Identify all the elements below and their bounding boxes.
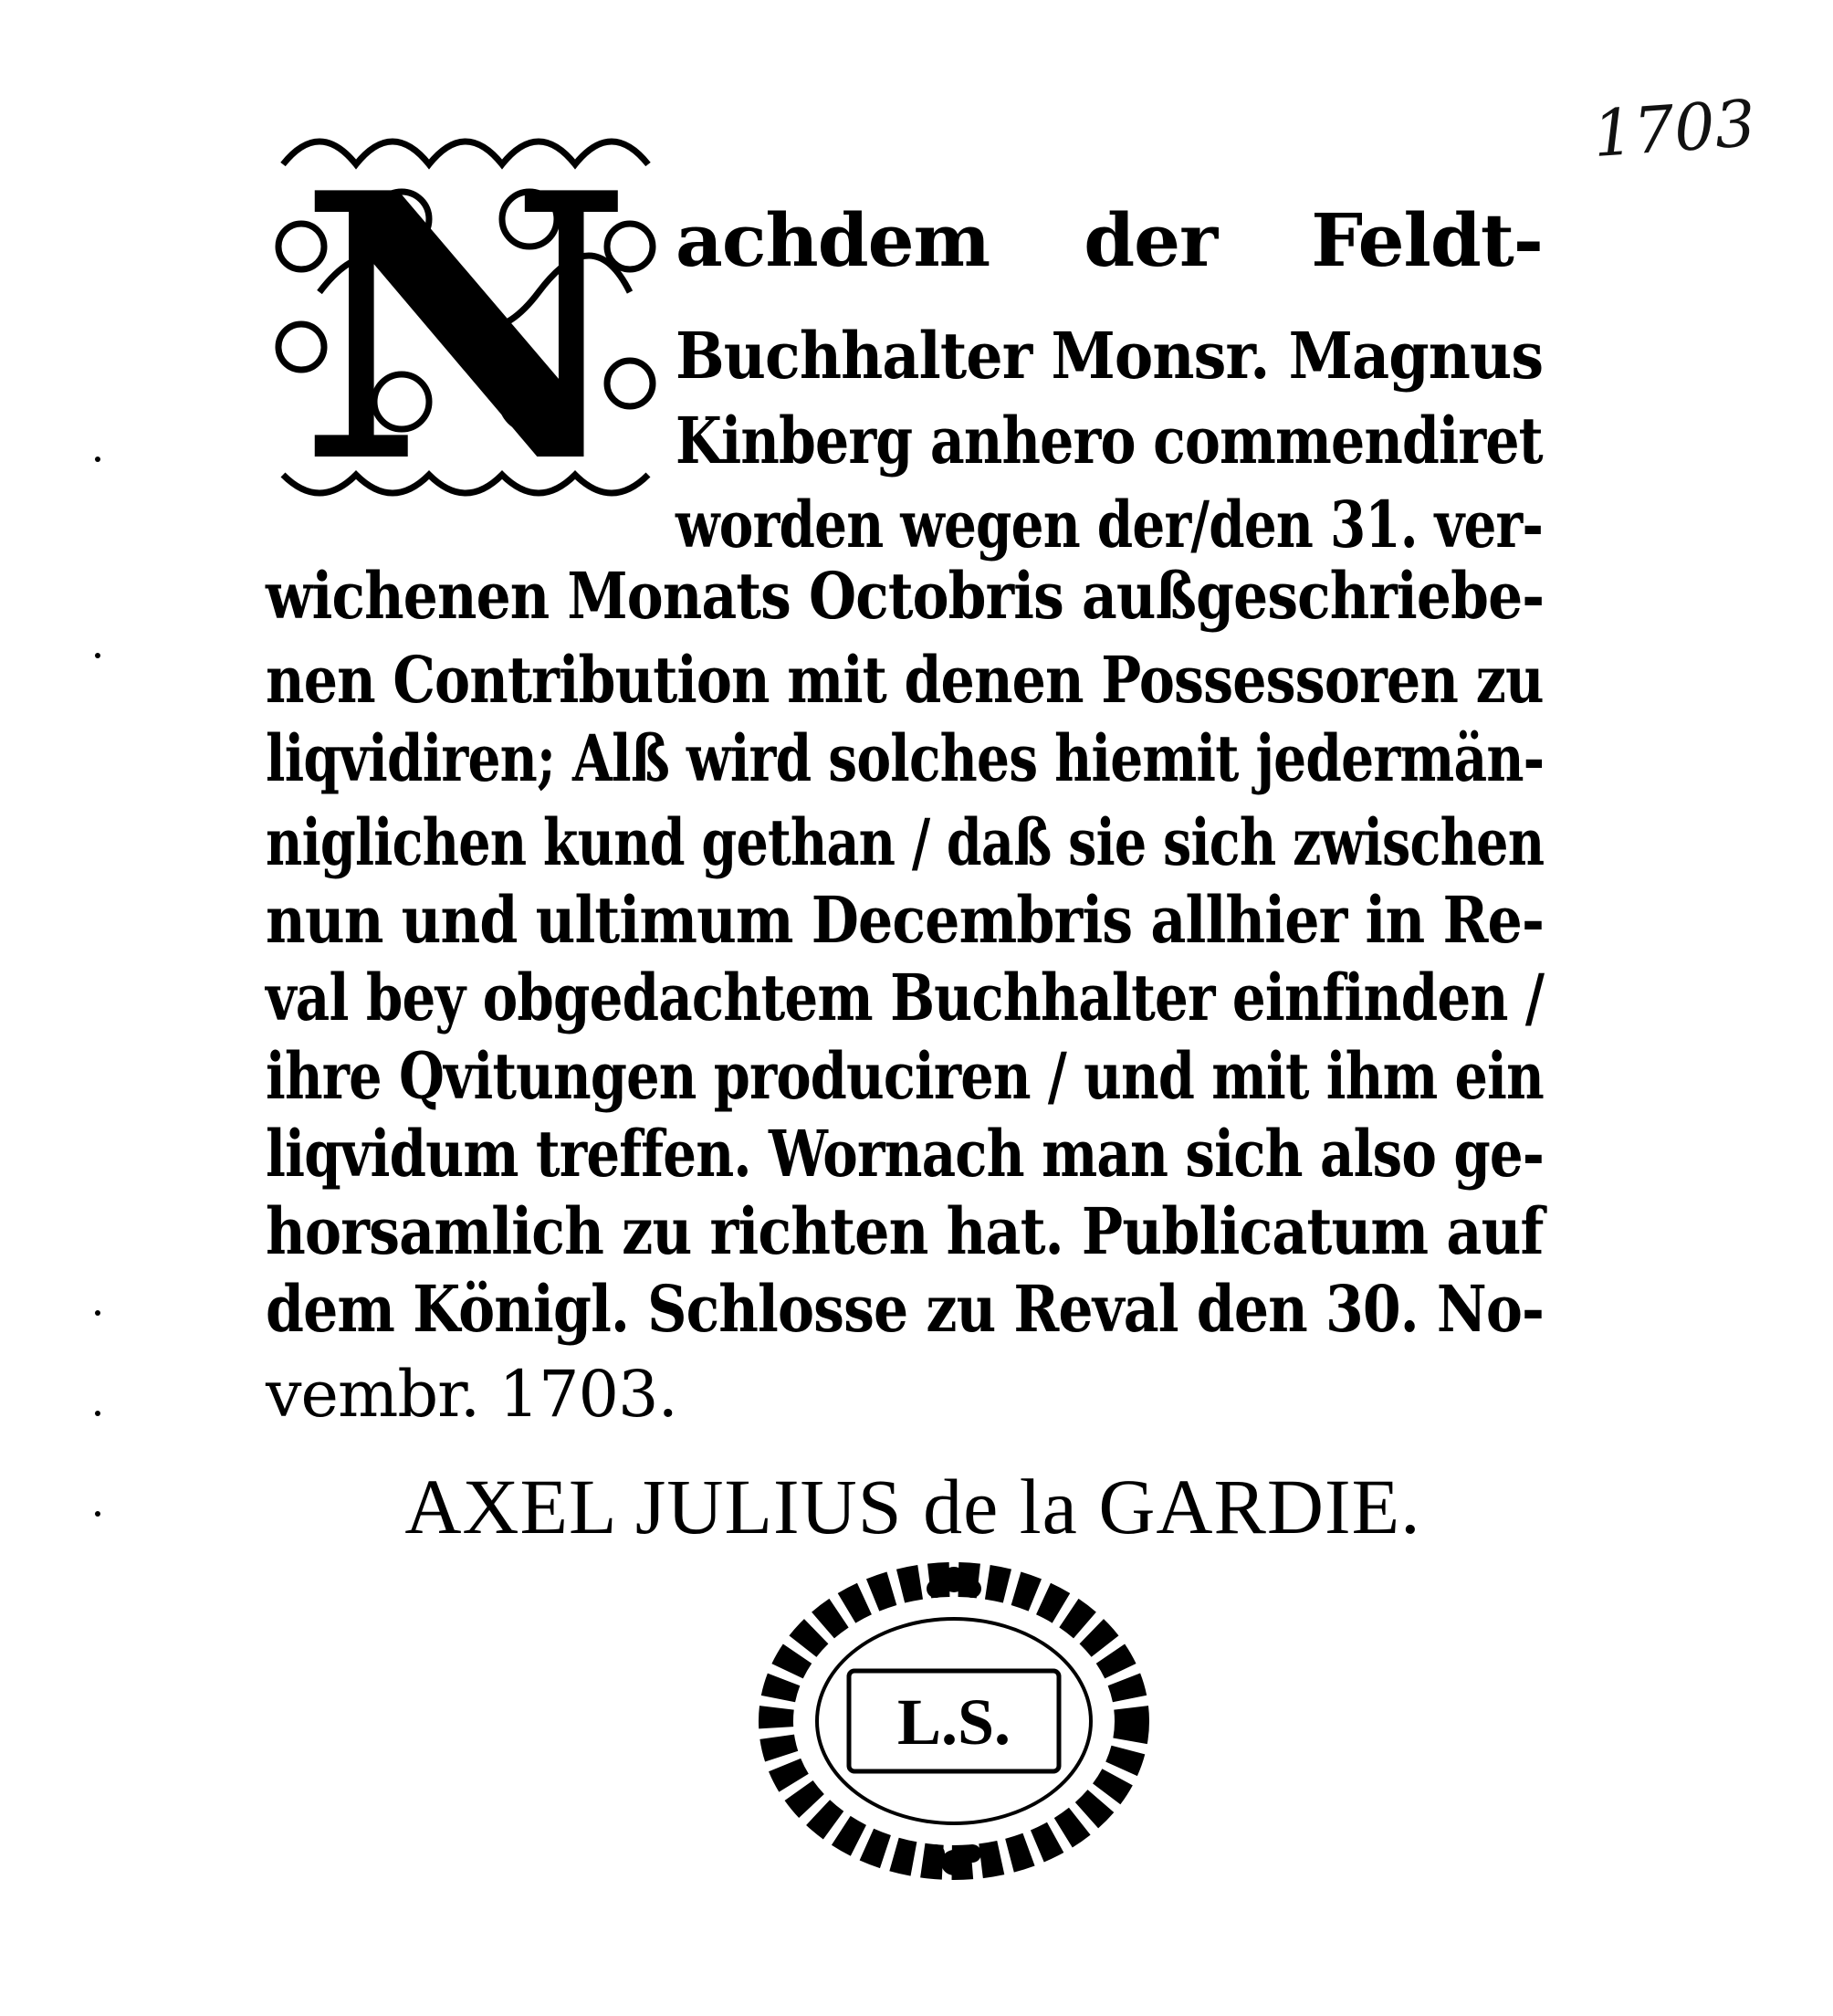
seal-label: L.S. — [896, 1685, 1011, 1759]
text-line: nen Contribution mit denen Possessoren zu — [266, 642, 1544, 718]
text-line: horsamlich zu richten hat. Publicatum auf — [266, 1193, 1544, 1269]
text-line: liqvidum treffen. Wornach man sich also ge- — [266, 1116, 1544, 1192]
signature: AXEL JULIUS de la GARDIE. — [404, 1463, 1421, 1550]
wreath-seal — [758, 1561, 1150, 1881]
text-line: liqvidiren; Alß wird solches hiemit jedermän- — [266, 720, 1545, 796]
text-line: dem Königl. Schlosse zu Reval den 30. No- — [266, 1271, 1545, 1347]
text-line: nun und ultimum Decembris allhier in Re- — [266, 882, 1545, 958]
margin-mark — [95, 653, 100, 658]
text-line: val bey obgedachtem Buchhalter einfinden / — [266, 960, 1545, 1035]
ornamental-drop-cap — [265, 110, 666, 511]
drop-cap-letter: N — [299, 114, 633, 511]
margin-mark — [95, 1310, 100, 1316]
text-line: niglichen kund gethan / daß sie sich zwischen — [266, 804, 1545, 880]
text-line: ihre Qvitungen produciren / und mit ihm ein — [266, 1038, 1544, 1114]
margin-mark — [95, 457, 100, 462]
handwritten-note: 1703 — [1590, 85, 1758, 173]
text-line: achdem der Feldt- — [676, 197, 1543, 283]
margin-mark — [95, 1511, 100, 1517]
text-line: wichenen Monats Octobris außgeschriebe- — [266, 558, 1545, 634]
text-line: Buchhalter Monsr. Magnus — [676, 318, 1544, 394]
margin-mark — [95, 1411, 100, 1416]
text-line: vembr. 1703. — [266, 1357, 677, 1432]
text-line: Kinberg anhero commendiret — [676, 403, 1543, 478]
text-line: worden wegen der/den 31. ver- — [676, 487, 1544, 562]
